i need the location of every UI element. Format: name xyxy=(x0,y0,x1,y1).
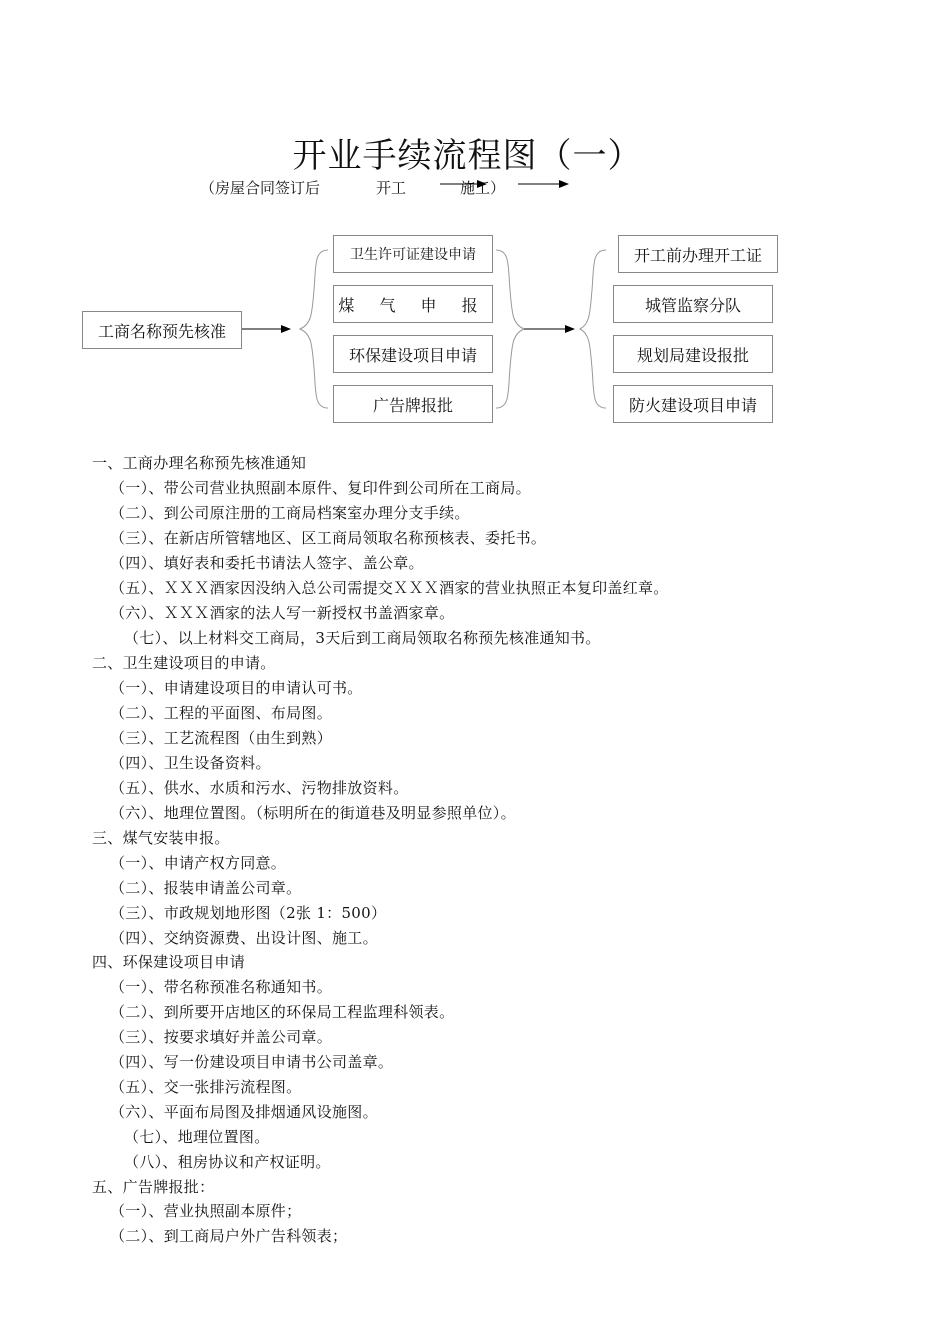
list-item: （五）、供水、水质和污水、污物排放资料。 xyxy=(110,779,409,797)
list-item: （一）、申请建设项目的申请认可书。 xyxy=(110,679,363,697)
list-item: （七）、地理位置图。 xyxy=(124,1128,270,1146)
list-item: （二）、到所要开店地区的环保局工程监理科领表。 xyxy=(110,1003,455,1021)
subtitle-part-2: 开工 xyxy=(376,179,407,197)
list-item: （四）、交纳资源费、出设计图、施工。 xyxy=(110,929,378,947)
flowchart-connectors xyxy=(0,0,950,440)
list-item: （五）、交一张排污流程图。 xyxy=(110,1078,302,1096)
section-heading: 三、煤气安装申报。 xyxy=(92,829,230,847)
list-item: （一）、带名称预准名称通知书。 xyxy=(110,978,333,996)
flow-box-start: 工商名称预先核准 xyxy=(82,311,242,349)
subtitle-part-3: 施工） xyxy=(460,179,506,197)
flow-box-city-management: 城管监察分队 xyxy=(613,285,773,323)
flow-box-environmental: 环保建设项目申请 xyxy=(333,335,493,373)
middle-brace xyxy=(496,250,524,408)
flow-box-billboard: 广告牌报批 xyxy=(333,385,493,423)
flow-box-planning: 规划局建设报批 xyxy=(613,335,773,373)
left-brace xyxy=(300,250,328,408)
section-heading: 五、广告牌报批： xyxy=(92,1178,215,1196)
list-item: （六）、地理位置图。（标明所在的街道巷及明显参照单位）。 xyxy=(110,804,516,822)
list-item: （五）、ＸＸＸ酒家因没纳入总公司需提交ＸＸＸ酒家的营业执照正本复印盖红章。 xyxy=(110,579,669,597)
section-heading: 二、卫生建设项目的申请。 xyxy=(92,654,276,672)
list-item: （四）、写一份建设项目申请书公司盖章。 xyxy=(110,1053,394,1071)
list-item: （六）、平面布局图及排烟通风设施图。 xyxy=(110,1103,378,1121)
right-brace xyxy=(580,250,606,408)
section-heading: 四、环保建设项目申请 xyxy=(92,953,246,971)
list-item: （四）、卫生设备资料。 xyxy=(110,754,271,772)
list-item: （二）、工程的平面图、布局图。 xyxy=(110,704,333,722)
list-item: （二）、到工商局户外广告科领表； xyxy=(110,1227,348,1245)
list-item: （八）、租房协议和产权证明。 xyxy=(124,1153,331,1171)
list-item: （六）、ＸＸＸ酒家的法人写一新授权书盖酒家章。 xyxy=(110,604,455,622)
list-item: （三）、市政规划地形图（2张 1：500） xyxy=(110,904,387,922)
flow-box-health-permit: 卫生许可证建设申请 xyxy=(333,235,493,273)
subtitle-part-1: （房屋合同签订后 xyxy=(200,179,321,197)
list-item: （二）、报装申请盖公司章。 xyxy=(110,879,302,897)
list-item: （三）、在新店所管辖地区、区工商局领取名称预核表、委托书。 xyxy=(110,529,547,547)
flow-box-construction-permit: 开工前办理开工证 xyxy=(618,235,778,273)
list-item: （一）、带公司营业执照副本原件、复印件到公司所在工商局。 xyxy=(110,479,531,497)
list-item: （一）、申请产权方同意。 xyxy=(110,854,287,872)
flow-box-fire-safety: 防火建设项目申请 xyxy=(613,385,773,423)
list-item: （三）、工艺流程图（由生到熟） xyxy=(110,729,333,747)
list-item: （三）、按要求填好并盖公司章。 xyxy=(110,1028,333,1046)
list-item: （四）、填好表和委托书请法人签字、盖公章。 xyxy=(110,554,424,572)
flow-box-gas-declaration: 煤 气 申 报 xyxy=(333,285,493,323)
section-heading: 一、工商办理名称预先核准通知 xyxy=(92,454,307,472)
list-item: （一）、营业执照副本原件； xyxy=(110,1202,302,1220)
page-title: 开业手续流程图（一） xyxy=(292,136,643,176)
list-item: （二）、到公司原注册的工商局档案室办理分支手续。 xyxy=(110,504,470,522)
list-item: （七）、以上材料交工商局，3天后到工商局领取名称预先核准通知书。 xyxy=(124,629,601,647)
